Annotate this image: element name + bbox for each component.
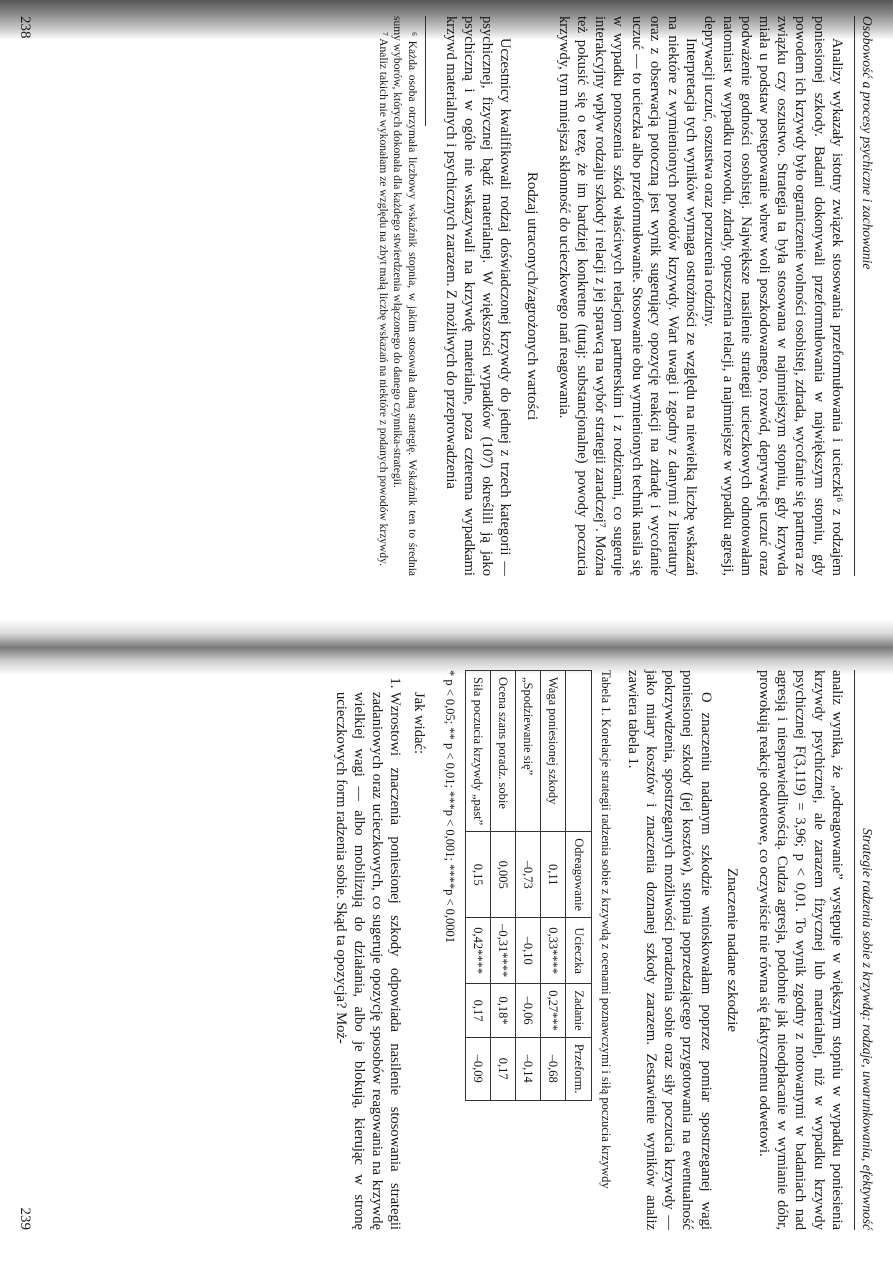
- section-heading: Rodzaj utraconych/zagrożonych wartości: [523, 171, 540, 421]
- table-cell: 0,11: [541, 832, 566, 918]
- table-cell: 0,18*: [490, 984, 515, 1038]
- table-cell: 0,17: [465, 984, 490, 1038]
- table-header-cell: [566, 671, 591, 832]
- table-cell: 0,17: [490, 1037, 515, 1100]
- footnote-6: ⁶ Każda osoba otrzymała liczbowy wskaźnik stopnia, w jakim stosowała daną strategię. Wskaźnik ten to średnia sumy wyborów, których dokonała dla każdego stwierdzenia włączonego do danego czynnika-strategii.: [391, 16, 418, 576]
- footnote-rule: [425, 16, 426, 126]
- page-number: 238: [17, 16, 34, 39]
- table-row: [541, 671, 566, 1101]
- row-label: Siła poczucia krzywdy „past”: [465, 671, 490, 832]
- lead-text: Jak widać:: [411, 692, 428, 755]
- paragraph: Interpretacja tych wyników wymaga ostrożności ze względu na niewielką liczbę wskazań na niektóre z wymienionych powodów krzywdy. Wart uwagi i zgodny z danymi z literatury oraz z obserwacją potoczną jest wynik sugerujący opozycję reakcji na zdradę i wycofanie uczuć — to ucieczka albo przeformułowanie. Stosowanie obu wymienionych technik nasila się w wypadku ponoszenia szkód właściwych relacjom partnerskim i z rodzicami, co sugeruje interakcyjny wpływ rodzaju szkody i relacji z jej sprawcą na wybór strategii zaradczej⁷. Można też pokusić się o tezę, że im bardziej konkretne (tutaj: substancjonalne) powody poczucia krzywdy, tym mniejsza skłonność do ucieczkowego nań reagowania.: [555, 16, 700, 576]
- page-238: [16, 16, 876, 576]
- table-cell: 0,005: [490, 832, 515, 918]
- page-239: [16, 670, 876, 1230]
- table-cell: 0,15: [465, 832, 490, 918]
- table-cell: –0,68: [541, 1037, 566, 1100]
- table-cell: 0,42****: [465, 918, 490, 984]
- table-row: [515, 671, 540, 1101]
- table-header-cell: Ucieczka: [566, 918, 591, 984]
- paragraph: Uczestnicy kwalifikowali rodzaj doświadczonej krzywdy do jednej z trzech kategorii — psychicznej, fizycznej bądź materialnej. W większości wypadków (107) określili ją jako psychiczną i w ogóle nie wskazywali na krzywdę materialne, poza czterema wypadkami krzywd materialnych i psychicznych zarazem. Z możliwych do przeprowadzenia: [442, 16, 514, 576]
- table-cell: –0,14: [515, 1037, 540, 1100]
- table-cell: –0,73: [515, 832, 540, 918]
- running-head-right: Strategie radzenia sobie z krzywdą: rodzaje, uwarunkowania, efektywność: [854, 670, 876, 1230]
- row-label: Ocena szans poradz. sobie: [490, 671, 515, 832]
- table-cell: –0,10: [515, 918, 540, 984]
- table-cell: –0,31****: [490, 918, 515, 984]
- scan-artifact-binding: [0, 620, 893, 675]
- table-header-row: [566, 671, 591, 1101]
- table-cell: –0,06: [515, 984, 540, 1038]
- row-label: Waga poniesionej szkody: [541, 671, 566, 832]
- table-row: [490, 671, 515, 1101]
- table-caption: Tabela 1. Korelacje strategii radzenia sobie z krzywdą z ocenami poznawczymi i siłą poczucia krzywdy: [598, 670, 613, 1189]
- findings-list: [331, 670, 404, 1230]
- table-row: [465, 671, 490, 1101]
- table-cell: –0,09: [465, 1037, 490, 1100]
- table-header-cell: Odreagowanie: [566, 832, 591, 918]
- table-note: * p < 0,05; ** p < 0,01; ***p < 0,001; ****p < 0,0001: [442, 670, 457, 943]
- correlation-table: [465, 670, 592, 1101]
- table-header-cell: Przeform.: [566, 1037, 591, 1100]
- footnote-7: ⁷ Analiz takich nie wykonałam ze względu na zbyt małą liczbę wskazań na niektóre z podanych powodów krzywdy.: [376, 32, 389, 566]
- row-label: „Spodziewanie się”: [515, 671, 540, 832]
- table-cell: 0,33****: [541, 918, 566, 984]
- table-cell: 0,27***: [541, 984, 566, 1038]
- paragraph: O znaczeniu nadanym szkodzie wnioskowałam poprzez pomiar spostrzeganej wagi poniesionej szkody (jej kosztów), stopnia poprzedzającego przygotowania na ewentualność pokrzywdzenia, spostrzeganych możliwości poradzenia sobie oraz siły poczucia krzywdy — jako miary kosztów i znaczenia doznanej szkody zarazem. Zestawienie wyników analiz zawiera tabela 1.: [624, 670, 714, 1230]
- paragraph: Analizy wykazały istotny związek stosowania przeformułowania i ucieczki⁶ z rodzajem poniesionej szkody. Badani dokonywali przeformułowania w największym stopniu, gdy powodem ich krzywdy było ograniczenie wolności osobistej, zdrada, wycofanie się partnera ze związku czy oszustwo. Strategia ta była stosowana w najmniejszym stopniu, gdy krzywda miała u podstaw postępowanie wbrew woli poszkodowanego, rozwód, deprywację uczuć oraz podważenie godności osobistej. Największe nasilenie strategii ucieczkowych odnotowałam natomiast w wypadku rozwodu, zdrady, opuszczenia relacji, a najmniejsze w wypadku agresji, deprywacji uczuć, oszustwa oraz porzucenia rodziny.: [701, 16, 845, 576]
- list-item: 1. Wzrostowi znaczenia poniesionej szkody odpowiada nasilenie stosowania strategii zadaniowych oraz ucieczkowych, co sugeruje opozycję sposobów reagowania na krzywdę wielkiej wagi — albo mobilizują do działania, albo je blokują, kierując w stronę ucieczkowych form radzenia sobie. Skąd ta opozycja? Moż-: [331, 692, 404, 1230]
- paragraph: analiz wynika, że „odreagowanie” występuje w większym stopniu w wypadku poniesienia krzywdy psychicznej, ale zarazem fizycznej lub materialnej, niż w wypadku krzywdy psychicznej F(3,119) = 3,96; p < 0,01. To wynik zgodny z notowanymi w badaniach nad agresją i niesprawiedliwością. Cudza agresja, podobnie jak nieodpłacanie w wymianie dóbr, prowokują reakcje odwetowe, co oczywiście nie równa się faktycznemu odwetowi.: [755, 670, 845, 1230]
- page-number: 239: [17, 1207, 34, 1230]
- section-heading: Znaczenie nadane szkodzie: [723, 867, 740, 1033]
- running-head-left: Osobowość a procesy psychiczne i zachowanie: [854, 16, 876, 576]
- table-header-cell: Zadanie: [566, 984, 591, 1038]
